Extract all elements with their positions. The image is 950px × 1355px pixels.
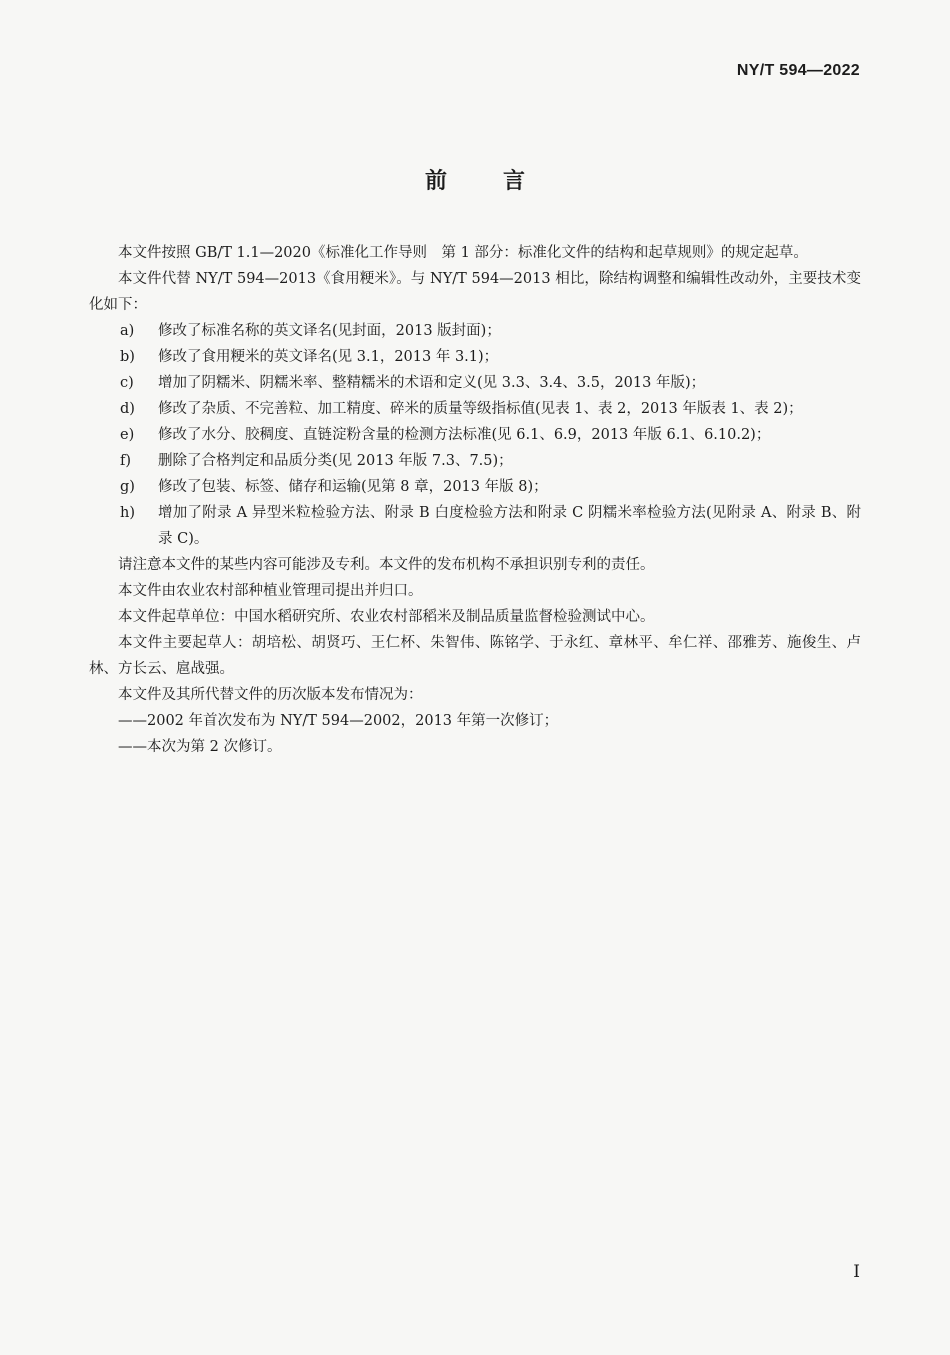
page-title: 前言 <box>424 169 581 194</box>
list-item-mark: c) <box>120 375 134 391</box>
list-item <box>89 344 861 370</box>
list-item-mark: d) <box>120 401 135 417</box>
paragraph-proposer: 本文件由农业农村部种植业管理司提出并归口。 <box>118 583 423 599</box>
list-item-text: 修改了杂质、不完善粒、加工精度、碎米的质量等级指标值(见表 1、表 2，2013 年版表 1、表 2)； <box>158 401 803 417</box>
history-item: ——2002 年首次发布为 NY/T 594—2002，2013 年第一次修订； <box>118 713 559 729</box>
paragraph-patent-notice: 请注意本文件的某些内容可能涉及专利。本文件的发布机构不承担识别专利的责任。 <box>118 557 655 573</box>
list-item-mark: h) <box>120 505 135 521</box>
list-item-text: 修改了食用粳米的英文译名(见 3.1，2013 年 3.1)； <box>158 349 499 365</box>
paragraph-replacement: 本文件代替 NY/T 594—2013《食用粳米》。与 NY/T 594—2013 相比，除结构调整和编辑性改动外，主要技术变化如下： <box>89 271 861 313</box>
changes-list <box>89 318 861 552</box>
list-item <box>89 370 861 396</box>
list-item <box>89 500 861 552</box>
list-item <box>89 396 861 422</box>
list-item-text: 增加了附录 A 异型米粒检验方法、附录 B 白度检验方法和附录 C 阴糯米率检验方法(见附录 A、附录 B、附录 C)。 <box>158 505 861 547</box>
list-item-text: 修改了标准名称的英文译名(见封面，2013 版封面)； <box>158 323 501 339</box>
document-code: NY/T 594—2022 <box>736 62 860 79</box>
list-item <box>89 318 861 344</box>
list-item-mark: b) <box>120 349 135 365</box>
list-item <box>89 448 861 474</box>
paragraph-basis: 本文件按照 GB/T 1.1—2020《标准化工作导则 第 1 部分：标准化文件的结构和起草规则》的规定起草。 <box>118 245 808 261</box>
list-item-text: 修改了包装、标签、储存和运输(见第 8 章，2013 年版 8)； <box>158 479 548 495</box>
list-item-mark: f) <box>120 453 132 469</box>
paragraph-history-intro: 本文件及其所代替文件的历次版本发布情况为： <box>118 687 423 703</box>
list-item-text: 删除了合格判定和品质分类(见 2013 年版 7.3、7.5)； <box>158 453 513 469</box>
list-item-mark: e) <box>120 427 135 443</box>
list-item-text: 增加了阴糯米、阴糯米率、整精糯米的术语和定义(见 3.3、3.4、3.5，2013 年版)； <box>158 375 706 391</box>
history-item: ——本次为第 2 次修订。 <box>118 739 282 755</box>
foreword-body <box>89 240 861 760</box>
list-item <box>89 422 861 448</box>
page-number: I <box>853 1262 860 1282</box>
paragraph-drafting-units: 本文件起草单位：中国水稻研究所、农业农村部稻米及制品质量监督检验测试中心。 <box>118 609 655 625</box>
paragraph-drafters: 本文件主要起草人：胡培松、胡贤巧、王仁杯、朱智伟、陈铭学、于永红、章林平、牟仁祥、邵雅芳、施俊生、卢林、方长云、扈战强。 <box>89 635 861 677</box>
list-item-mark: g) <box>120 479 135 495</box>
list-item-mark: a) <box>120 323 135 339</box>
list-item <box>89 474 861 500</box>
list-item-text: 修改了水分、胶稠度、直链淀粉含量的检测方法标准(见 6.1、6.9，2013 年版 6.1、6.10.2)； <box>158 427 771 443</box>
